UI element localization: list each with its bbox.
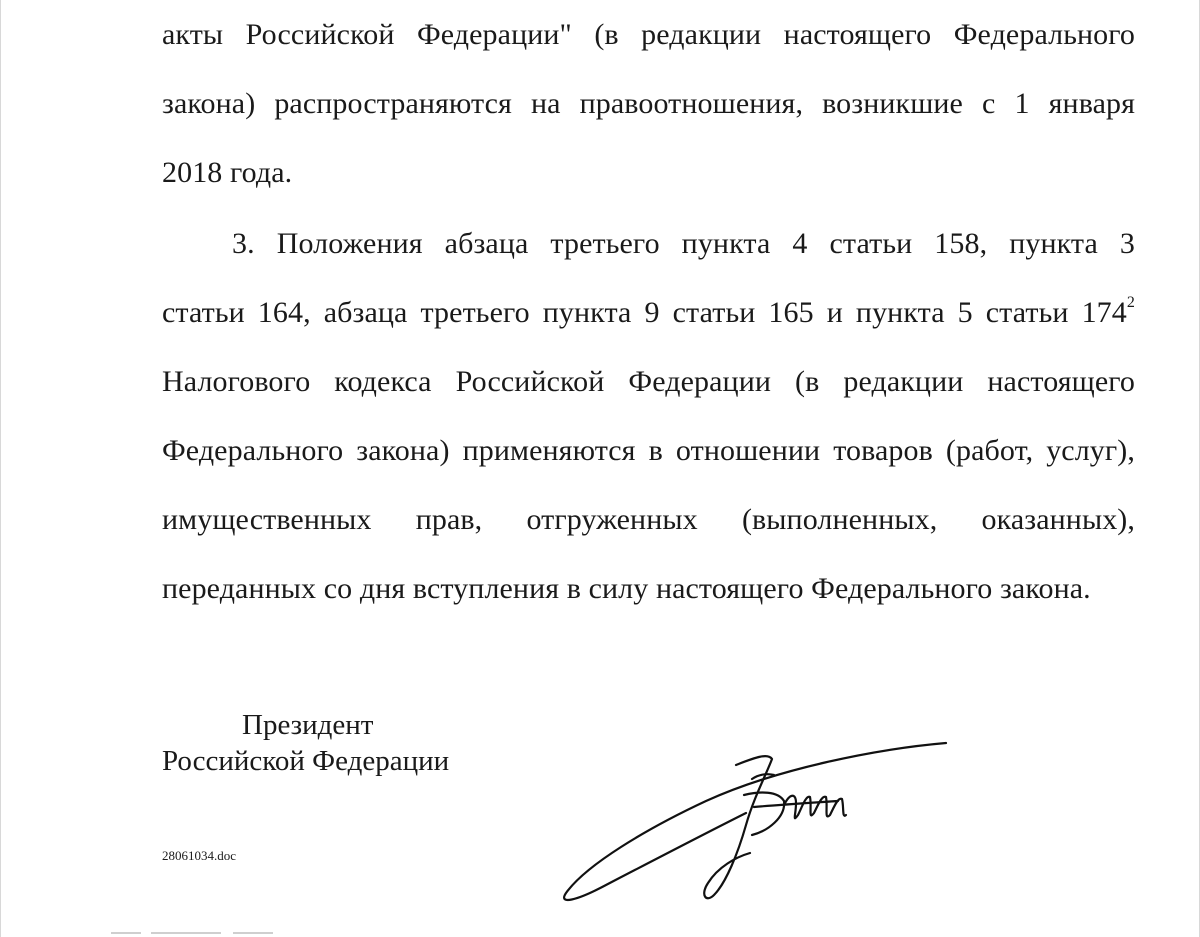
scan-artifact-dash (111, 932, 141, 934)
prev-paragraph-line-1: акты Российской Федерации" (в редакции настоящего Федерального (162, 18, 1135, 51)
document-reference: 28061034.doc (162, 848, 237, 863)
paragraph-3-line-2-text: статьи 164, абзаца третьего пункта 9 статьи 165 и пункта 5 статьи 174 (162, 296, 1127, 329)
paragraph-3-line-6: переданных со дня вступления в силу настоящего Федерального закона. (162, 572, 1091, 605)
paragraph-3-line-2 (162, 278, 1135, 347)
prev-paragraph-line-2: закона) распространяются на правоотношения, возникшие с 1 января (162, 87, 1135, 120)
paragraph-3-line-1: 3. Положения абзаца третьего пункта 4 статьи 158, пункта 3 (232, 227, 1135, 260)
paragraph-3-line-5: имущественных прав, отгруженных (выполненных, оказанных), (162, 503, 1135, 536)
signoff-title: Президент (242, 709, 374, 741)
prev-paragraph-line-3: 2018 года. (162, 156, 293, 189)
scan-artifact-dash (233, 932, 273, 934)
scan-artifact-dash (151, 932, 221, 934)
paragraph-3-line-4: Федерального закона) применяются в отношении товаров (работ, услуг), (162, 434, 1135, 467)
signoff-country: Российской Федерации (162, 745, 450, 777)
signature-image (546, 735, 956, 910)
paragraph-3-line-3: Налогового кодекса Российской Федерации (в редакции настоящего (162, 365, 1135, 398)
article-superscript: 2 (1126, 294, 1135, 311)
